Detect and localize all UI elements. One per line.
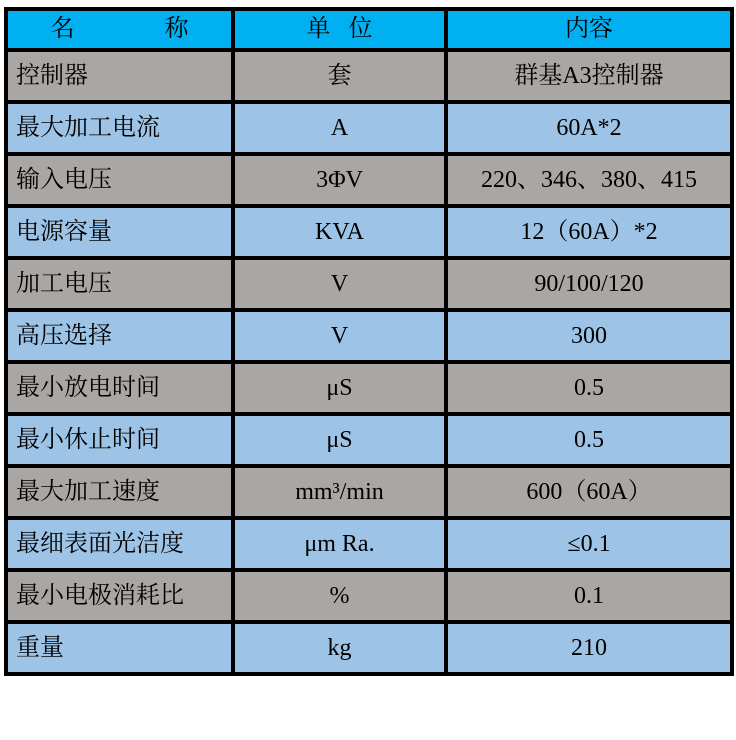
spec-unit-cell: 套 — [233, 50, 446, 102]
header-row — [6, 9, 732, 50]
spec-name-cell: 最小休止时间 — [6, 414, 233, 466]
spec-name-cell: 高压选择 — [6, 310, 233, 362]
spec-name-cell: 最小电极消耗比 — [6, 570, 233, 622]
spec-content-cell: 0.5 — [446, 362, 732, 414]
spec-name-cell: 重量 — [6, 622, 233, 674]
spec-content-cell: 300 — [446, 310, 732, 362]
spec-name-cell: 最大加工速度 — [6, 466, 233, 518]
spec-table — [4, 7, 734, 676]
table-row — [6, 50, 732, 102]
table-row — [6, 102, 732, 154]
spec-unit-cell: μS — [233, 362, 446, 414]
spec-name-cell: 最小放电时间 — [6, 362, 233, 414]
spec-table-body — [6, 50, 732, 674]
spec-content-cell: 12（60A）*2 — [446, 206, 732, 258]
table-row — [6, 362, 732, 414]
spec-name-cell: 电源容量 — [6, 206, 233, 258]
spec-name-cell: 加工电压 — [6, 258, 233, 310]
table-row — [6, 310, 732, 362]
spec-name-cell: 最细表面光洁度 — [6, 518, 233, 570]
col-header-unit: 单 位 — [233, 9, 446, 50]
spec-unit-cell: μS — [233, 414, 446, 466]
spec-content-cell: 群基A3控制器 — [446, 50, 732, 102]
table-row — [6, 570, 732, 622]
spec-content-cell: 0.1 — [446, 570, 732, 622]
spec-name-cell: 控制器 — [6, 50, 233, 102]
spec-unit-cell: μm Ra. — [233, 518, 446, 570]
spec-unit-cell: KVA — [233, 206, 446, 258]
spec-unit-cell: V — [233, 258, 446, 310]
table-row — [6, 414, 732, 466]
spec-content-cell: 60A*2 — [446, 102, 732, 154]
col-header-name: 名 称 — [6, 9, 233, 50]
table-row — [6, 154, 732, 206]
table-row — [6, 258, 732, 310]
spec-content-cell: 0.5 — [446, 414, 732, 466]
spec-content-cell: ≤0.1 — [446, 518, 732, 570]
spec-name-cell: 最大加工电流 — [6, 102, 233, 154]
spec-content-cell: 600（60A） — [446, 466, 732, 518]
spec-unit-cell: kg — [233, 622, 446, 674]
spec-unit-cell: mm³/min — [233, 466, 446, 518]
spec-table-header — [6, 9, 732, 50]
table-row — [6, 206, 732, 258]
spec-name-cell: 输入电压 — [6, 154, 233, 206]
spec-unit-cell: % — [233, 570, 446, 622]
table-row — [6, 466, 732, 518]
spec-content-cell: 90/100/120 — [446, 258, 732, 310]
table-row — [6, 622, 732, 674]
spec-unit-cell: A — [233, 102, 446, 154]
spec-unit-cell: 3ΦV — [233, 154, 446, 206]
table-row — [6, 518, 732, 570]
col-header-content: 内容 — [446, 9, 732, 50]
spec-content-cell: 220、346、380、415 — [446, 154, 732, 206]
spec-unit-cell: V — [233, 310, 446, 362]
spec-content-cell: 210 — [446, 622, 732, 674]
